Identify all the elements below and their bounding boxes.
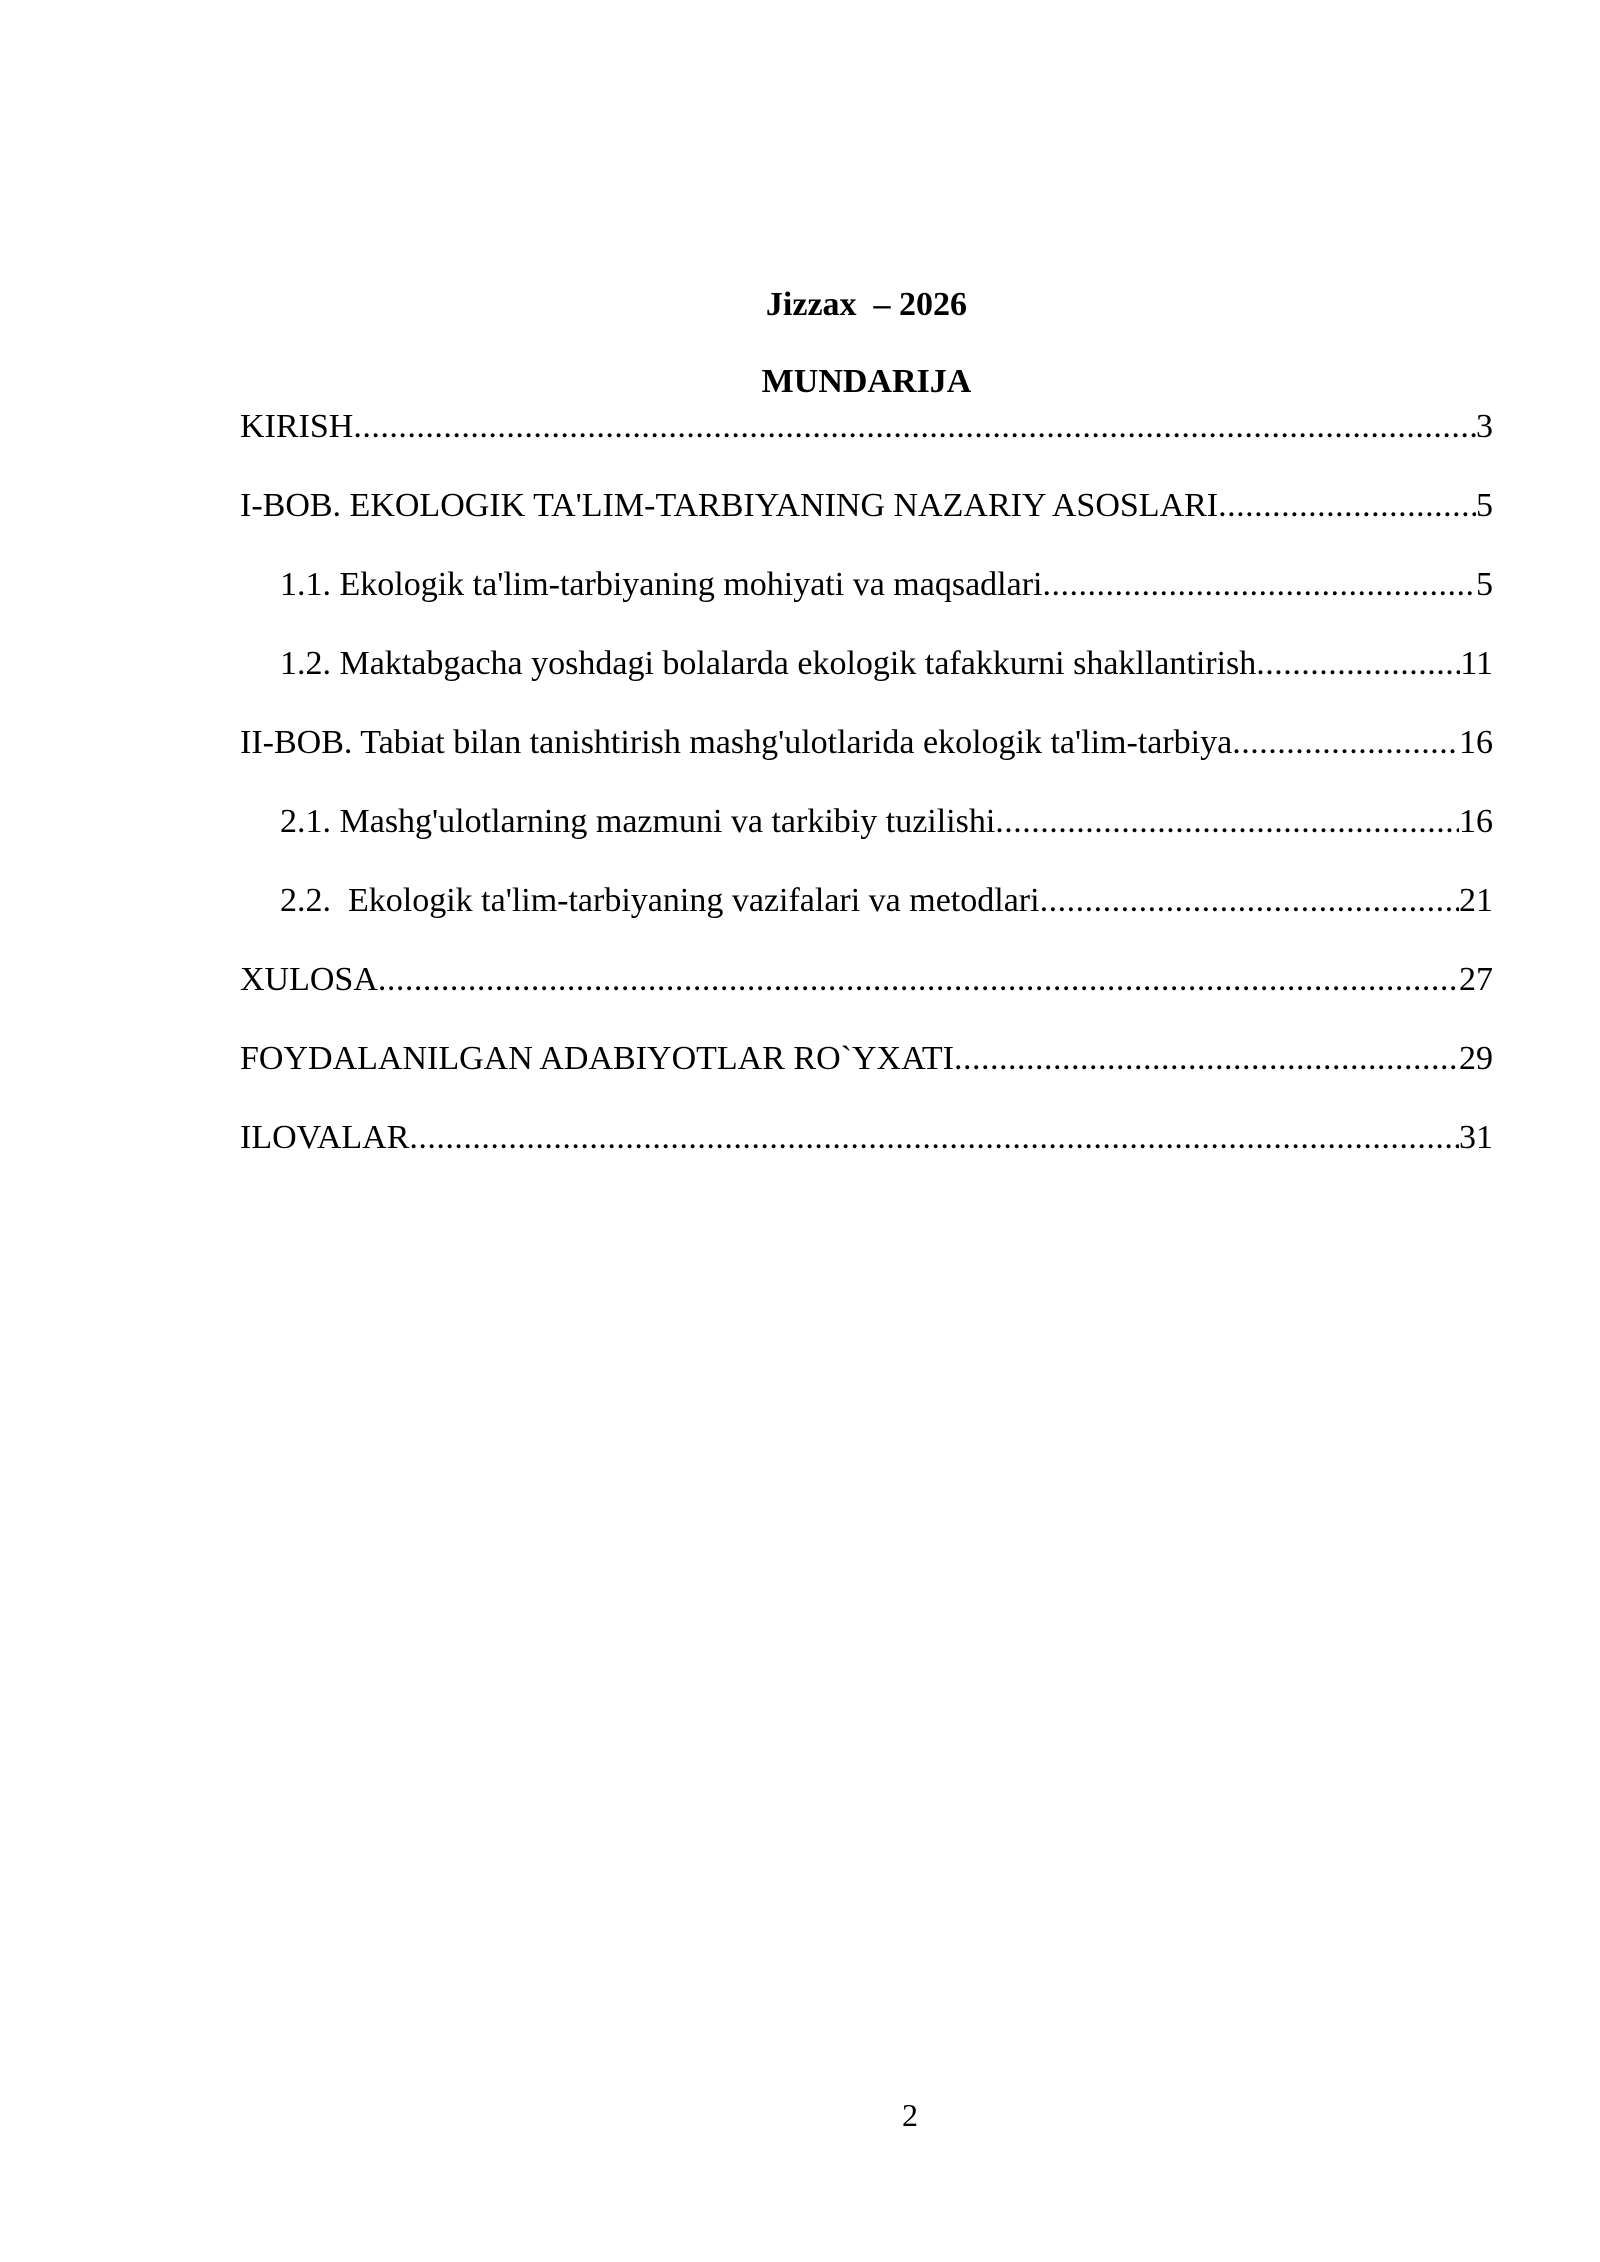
toc-title: MUNDARIJA <box>761 363 972 400</box>
toc-entry-section-1-2[interactable] <box>240 642 1493 686</box>
toc-dot-leader <box>1218 484 1476 528</box>
toc-entry-text: II-BOB. Tabiat bilan tanishtirish mashg'ulotlarida ekologik ta'lim-tarbiya <box>240 724 1233 761</box>
toc-dot-leader <box>409 1116 1459 1160</box>
toc-entry-page: 5 <box>1476 566 1493 603</box>
toc-entry-kirish[interactable] <box>240 405 1493 449</box>
toc-entry-page: 31 <box>1459 1119 1493 1156</box>
toc-dot-leader <box>1042 563 1476 607</box>
toc-entry-section-1-1[interactable] <box>240 563 1493 607</box>
toc-entry-text: 2.1. Mashg'ulotlarning mazmuni va tarkibiy tuzilishi <box>280 803 996 840</box>
toc-entry-section-2-1[interactable] <box>240 800 1493 844</box>
toc-entry-xulosa[interactable] <box>240 958 1493 1002</box>
toc-entry-references[interactable] <box>240 1037 1493 1081</box>
toc-dot-leader <box>954 1037 1459 1081</box>
toc-entry-text: XULOSA <box>240 961 378 998</box>
toc-entry-page: 21 <box>1459 882 1493 919</box>
toc-entry-page: 29 <box>1459 1040 1493 1077</box>
toc-entry-page: 16 <box>1459 724 1493 761</box>
toc-entry-page: 16 <box>1459 803 1493 840</box>
toc-entry-chapter-2[interactable] <box>240 721 1493 765</box>
toc-entry-page: 5 <box>1476 487 1493 524</box>
toc-entry-text: ILOVALAR <box>240 1119 410 1156</box>
toc-entry-page: 11 <box>1460 645 1493 682</box>
city-year-heading: Jizzax – 2026 <box>765 286 968 323</box>
toc-entry-text: I-BOB. EKOLOGIK TA'LIM-TARBIYANING NAZARIY ASOSLARI <box>240 487 1219 524</box>
toc-entry-text: 1.1. Ekologik ta'lim-tarbiyaning mohiyati va maqsadlari <box>280 566 1043 603</box>
toc-dot-leader <box>1232 721 1459 765</box>
toc-dot-leader <box>1256 642 1460 686</box>
toc-dot-leader <box>353 405 1476 449</box>
toc-entry-section-2-2[interactable] <box>240 879 1493 923</box>
toc-entry-chapter-1[interactable] <box>240 484 1493 528</box>
page-number: 2 <box>902 2097 918 2133</box>
toc-dot-leader <box>995 800 1459 844</box>
toc-dot-leader <box>1040 879 1459 923</box>
toc-dot-leader <box>378 958 1459 1002</box>
toc-entry-page: 3 <box>1476 408 1493 445</box>
toc-entry-ilovalar[interactable] <box>240 1116 1493 1160</box>
toc-entry-text: FOYDALANILGAN ADABIYOTLAR RO`YXATI <box>240 1040 954 1077</box>
toc-entry-page: 27 <box>1459 961 1493 998</box>
toc-entry-text: 1.2. Maktabgacha yoshdagi bolalarda ekologik tafakkurni shakllantirish <box>280 645 1257 682</box>
toc-entry-text: 2.2. Ekologik ta'lim-tarbiyaning vazifalari va metodlari <box>280 882 1040 919</box>
toc-entry-text: KIRISH <box>240 408 354 445</box>
